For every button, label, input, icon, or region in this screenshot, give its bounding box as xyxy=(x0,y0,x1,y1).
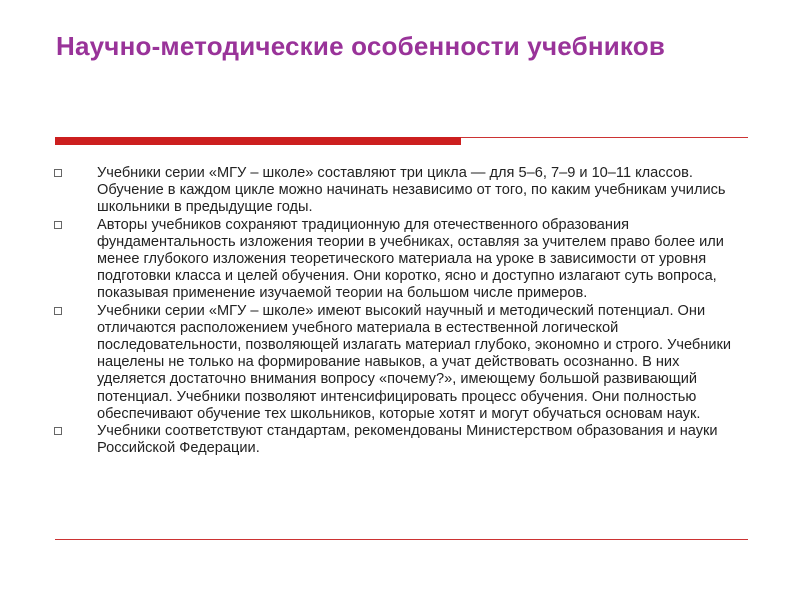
square-bullet-icon xyxy=(54,307,62,315)
title-underline-thick xyxy=(55,137,461,145)
square-bullet-icon xyxy=(54,427,62,435)
slide-title: Научно-методические особенности учебников xyxy=(56,31,666,61)
list-item xyxy=(52,303,752,423)
list-item xyxy=(52,423,752,457)
bullet-text: Учебники серии «МГУ – школе» имеют высокий научный и методический потенциал. Они отличаются расположением учебного материала в естественной логической последовательности, позволяющей излагать материал глубоко, экономно и строго. Учебники нацелены не только на формирование навыков, а учат действовать осознанно. В них уделяется достаточно внимания вопросу «почему?», имеющему большой развивающий потенциал. Учебники позволяют интенсифицировать процесс обучения. Они полностью обеспечивают обучение тех школьников, которые хотят и могут обучаться основам наук. xyxy=(97,302,732,422)
bullet-text: Авторы учебников сохраняют традиционную для отечественного образования фундаментальность изложения теории в учебниках, оставляя за учителем право более или менее глубокого изложения теоретического материала на уроке в зависимости от уровня подготовки класса и целей обучения. Они коротко, ясно и доступно излагают суть вопроса, показывая применение изучаемой теории на большом числе примеров. xyxy=(97,216,724,302)
bullet-text: Учебники соответствуют стандартам, рекомендованы Министерством образования и науки Российской Федерации. xyxy=(97,423,718,457)
list-item xyxy=(52,165,752,217)
title-underline-thin xyxy=(461,137,748,138)
bullet-list xyxy=(52,165,752,457)
list-item xyxy=(52,217,752,303)
footer-divider xyxy=(55,539,748,540)
square-bullet-icon xyxy=(54,221,62,229)
square-bullet-icon xyxy=(54,169,62,177)
bullet-text: Учебники серии «МГУ – школе» составляют три цикла — для 5–6, 7–9 и 10–11 классов. Обучение в каждом цикле можно начинать независимо от того, по каким учебникам учились школьники в предыдущие годы. xyxy=(97,165,726,216)
